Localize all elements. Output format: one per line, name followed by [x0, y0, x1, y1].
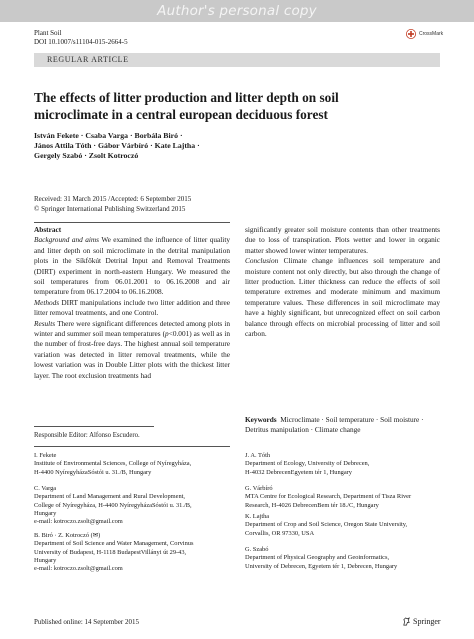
affiliation-fekete — [34, 452, 239, 477]
author-list — [34, 131, 334, 162]
abstract-rule — [34, 222, 230, 223]
article-title: The effects of litter production and litter depth on soil microclimate in a central european deciduous forest — [34, 90, 339, 122]
abstract-continuation: significantly greater soil moisture contents than other treatments due to loss of transpiration. Plots wetter and lower in organic matter showed lower winter temperatures. — [245, 225, 440, 255]
abstract-column-left — [34, 225, 230, 381]
results-text-a: There were significant differences detected among plots in winter and summer soil mean temperatures ( — [34, 318, 230, 339]
affiliation-text: G. Várbíró MTA Centre for Ecological Research, Department of Tisza River Research, H-4026 DebrecenBem tér 18./C, Hungary — [245, 485, 412, 509]
results-text-b: <0.001) as well as in the number of frost-free days. The highest annual soil temperature variation was detected in litter removal treatments, while the lowest variation was in Double Litter plots with the thickest litter layer. The root exclusion treatments had — [34, 329, 230, 380]
affiliation-biro-kotroczo — [34, 532, 239, 573]
crossmark-badge[interactable] — [406, 29, 443, 39]
doi[interactable]: DOI 10.1007/s11104-015-2664-5 — [34, 38, 128, 46]
affiliation-varbiro — [245, 485, 450, 510]
affiliation-text: B. Biró · Z. Kotroczó (✉) Department of Soil Science and Water Management, Corvinus University of Budapest, H-1118 BudapestVillányi út 29-43, Hungary e-mail: kotroczo.zsolt@gmail.com — [34, 532, 194, 573]
springer-logo — [402, 617, 441, 626]
results-label: Results — [34, 318, 56, 328]
watermark-text: Author's personal copy — [157, 3, 317, 19]
affiliation-varga — [34, 485, 239, 526]
affiliation-text: J. A. Tóth Department of Ecology, University of Debrecen, H-4032 DebrecenEgyetem tér 1, Hungary — [245, 452, 370, 476]
author-line: Gergely Szabó · Zsolt Kotroczó — [34, 151, 139, 161]
abstract-background — [34, 235, 230, 297]
affiliation-lajtha — [245, 513, 450, 538]
keywords — [245, 415, 440, 436]
background-label: Background and aims — [34, 235, 99, 245]
abstract-conclusion — [245, 256, 440, 339]
responsible-editor: Responsible Editor: Alfonso Escudero. — [34, 432, 140, 439]
affiliation-text: C. Varga Department of Land Management and Rural Development, College of Nyíregyháza, H-4400 NyíregyházaSóstói u. 31./B, Hungary e-mail: kotroczo.zsolt@gmail.com — [34, 485, 192, 526]
methods-text: DIRT manipulations include two litter addition and three litter removal treatments, and one Control. — [34, 297, 230, 318]
background-text: We examined the influence of litter quality and litter depth on soil microclimate in the detrital manipulation plots in the Síkfőkút Detrital Input and Removal Treatments (DIRT) experiment in north-eastern Hungary. We measured the soil temperatures from 06.01.2001 to 06.16.2008 and air temperature from 06.17.2004 to 06.16.2008. — [34, 235, 230, 297]
conclusion-text: Climate change influences soil temperature and moisture content not only directly, but also through the change of litter production. Litter thickness can reduce the effects of soil temperature extremes and moderate minimum and maximum temperature values. These differences in soil microclimate may have a highly significant, but unrecognized effect on soil carbon balance through effects on microbial processing of litter and soil carbon. — [245, 256, 441, 339]
methods-label: Methods — [34, 297, 60, 307]
publisher-name: Springer — [413, 617, 441, 626]
affiliation-toth — [245, 452, 450, 477]
copyright: © Springer International Publishing Switzerland 2015 — [34, 204, 186, 213]
author-line: János Attila Tóth · Gábor Várbíró · Kate Lajtha · — [34, 141, 200, 151]
crossmark-icon — [406, 29, 416, 39]
affiliation-text: G. Szabó Department of Physical Geography and Geoinformatics, University of Debrecen, Egyetem tér 1, Debrecen, Hungary — [245, 546, 398, 570]
keywords-text: Microclimate · Soil temperature · Soil moisture · Detritus manipulation · Climate change — [245, 415, 424, 435]
springer-horse-icon — [402, 617, 411, 626]
abstract-methods — [34, 298, 230, 319]
crossmark-label: CrossMark — [419, 31, 444, 37]
abstract-results — [34, 319, 230, 381]
received-accepted: Received: 31 March 2015 /Accepted: 6 September 2015 — [34, 195, 192, 203]
journal-name: Plant Soil — [34, 29, 62, 37]
footnote-rule — [34, 426, 154, 427]
author-line: István Fekete · Csaba Varga · Borbála Biró · — [34, 131, 183, 140]
affiliations-rule — [34, 446, 230, 447]
published-online: Published online: 14 September 2015 — [34, 618, 139, 626]
affiliation-text: I. Fekete Institute of Environmental Sciences, College of Nyíregyháza, H-4400 NyíregyházaSóstói u. 31./B, Hungary — [34, 452, 192, 476]
abstract-heading: Abstract — [34, 225, 62, 234]
conclusion-label: Conclusion — [245, 256, 279, 266]
affiliation-text: K. Lajtha Department of Crop and Soil Science, Oregon State University, Corvallis, OR 97330, USA — [245, 513, 408, 537]
article-dates — [34, 195, 191, 214]
keywords-label: Keywords — [245, 415, 277, 424]
article-type: REGULAR ARTICLE — [47, 55, 129, 64]
abstract-column-right — [245, 225, 440, 339]
results-p: p — [165, 329, 169, 339]
affiliation-szabo — [245, 546, 450, 571]
